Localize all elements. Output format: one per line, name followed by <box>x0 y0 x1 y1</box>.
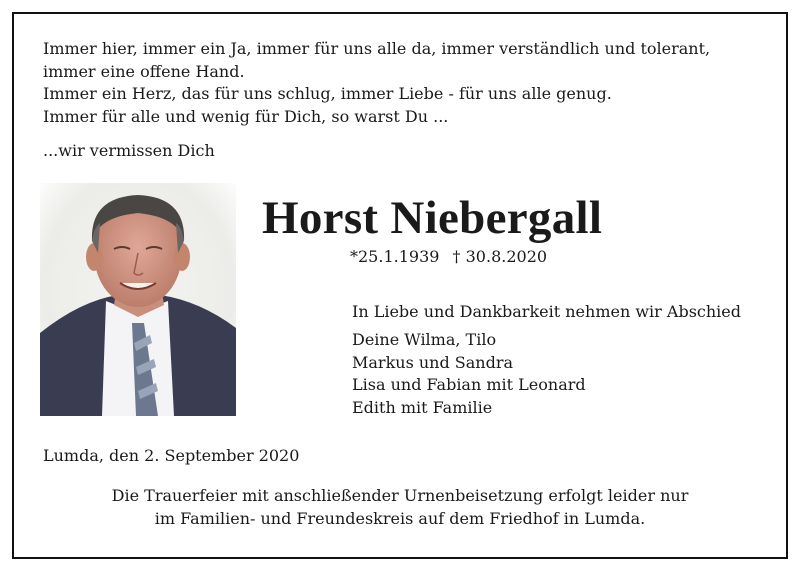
mourner-name: Edith mit Familie <box>352 397 493 417</box>
mourner-name: Deine Wilma, Tilo <box>352 330 497 349</box>
mourner-name: Lisa und Fabian mit Leonard <box>352 375 586 394</box>
mourners-list <box>352 329 586 419</box>
poem-line: Immer ein Herz, das für uns schlug, immer Liebe - für uns alle genug. <box>43 84 612 103</box>
poem-line: Immer hier, immer ein Ja, immer für uns alle da, immer verständlich und tolerant, <box>43 39 711 58</box>
poem-closing: ...wir vermissen Dich <box>43 141 215 160</box>
mourner-name: Markus und Sandra <box>352 352 514 372</box>
poem-line: Immer für alle und wenig für Dich, so warst Du ... <box>43 106 449 126</box>
birth-date: *25.1.1939 <box>350 247 440 266</box>
poem-line: immer eine offene Hand. <box>43 61 245 81</box>
deceased-name: Horst Niebergall <box>262 192 603 244</box>
funeral-notice <box>0 485 800 530</box>
poem <box>43 38 763 128</box>
portrait-photo <box>40 183 236 416</box>
notice-line: Die Trauerfeier mit anschließender Urnenbeisetzung erfolgt leider nur <box>111 486 689 505</box>
notice-line: im Familien- und Freundeskreis auf dem Friedhof in Lumda. <box>154 508 646 528</box>
death-date: † 30.8.2020 <box>452 247 548 266</box>
life-dates <box>350 247 555 266</box>
farewell-line: In Liebe und Dankbarkeit nehmen wir Abschied <box>352 302 742 321</box>
place-and-date: Lumda, den 2. September 2020 <box>43 446 300 465</box>
